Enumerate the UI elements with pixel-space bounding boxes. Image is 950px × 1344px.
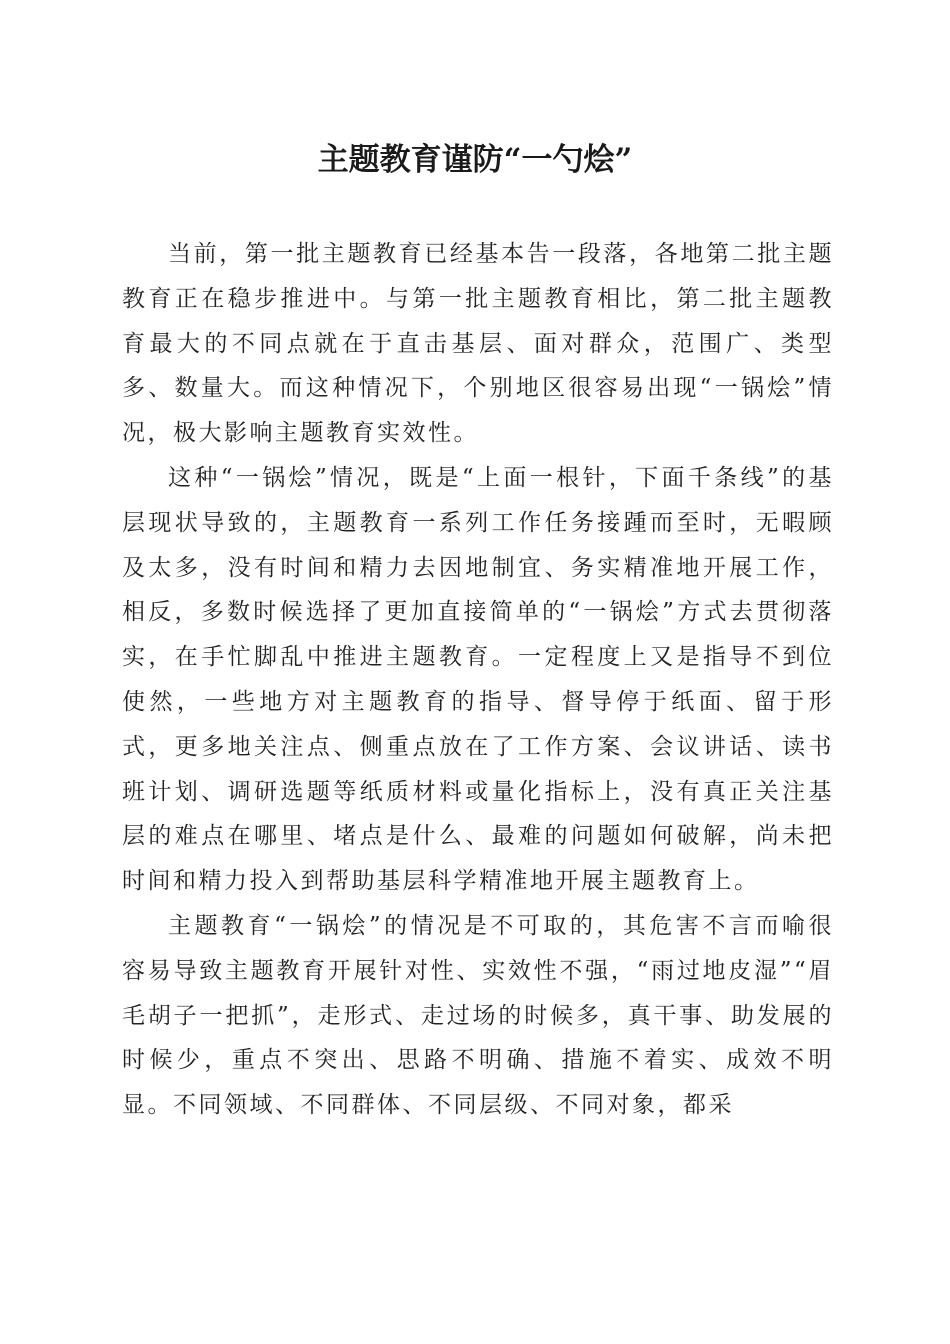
- paragraph-3: 主题教育“一锅烩”的情况是不可取的，其危害不言而喻很容易导致主题教育开展针对性、实效性不强，“雨过地皮湿”“眉毛胡子一把抓”，走形式、走过场的时候多，真干事、助发展的时候少，重点不突出、思路不明确、措施不着实、成效不明显。不同领域、不同群体、不同层级、不同对象，都采: [122, 912, 834, 1119]
- paragraph-2: 这种“一锅烩”情况，既是“上面一根针，下面千条线”的基层现状导致的，主题教育一系列工作任务接踵而至时，无暇顾及太多，没有时间和精力去因地制宜、务实精准地开展工作，相反，多数时候选择了更加直接简单的“一锅烩”方式去贯彻落实，在手忙脚乱中推进主题教育。一定程度上又是指导不到位使然，一些地方对主题教育的指导、督导停于纸面、留于形式，更多地关注点、侧重点放在了工作方案、会议讲话、读书班计划、调研选题等纸质材料或量化指标上，没有真正关注基层的难点在哪里、堵点是什么、最难的问题如何破解，尚未把时间和精力投入到帮助基层科学精准地开展主题教育上。: [122, 464, 834, 895]
- document-title: 主题教育谨防“一勺烩”: [317, 142, 633, 178]
- paragraph-1: 当前，第一批主题教育已经基本告一段落，各地第二批主题教育正在稳步推进中。与第一批主题教育相比，第二批主题教育最大的不同点就在于直击基层、面对群众，范围广、类型多、数量大。而这种情况下，个别地区很容易出现“一锅烩”情况，极大影响主题教育实效性。: [122, 241, 834, 447]
- document-body: [122, 232, 834, 1128]
